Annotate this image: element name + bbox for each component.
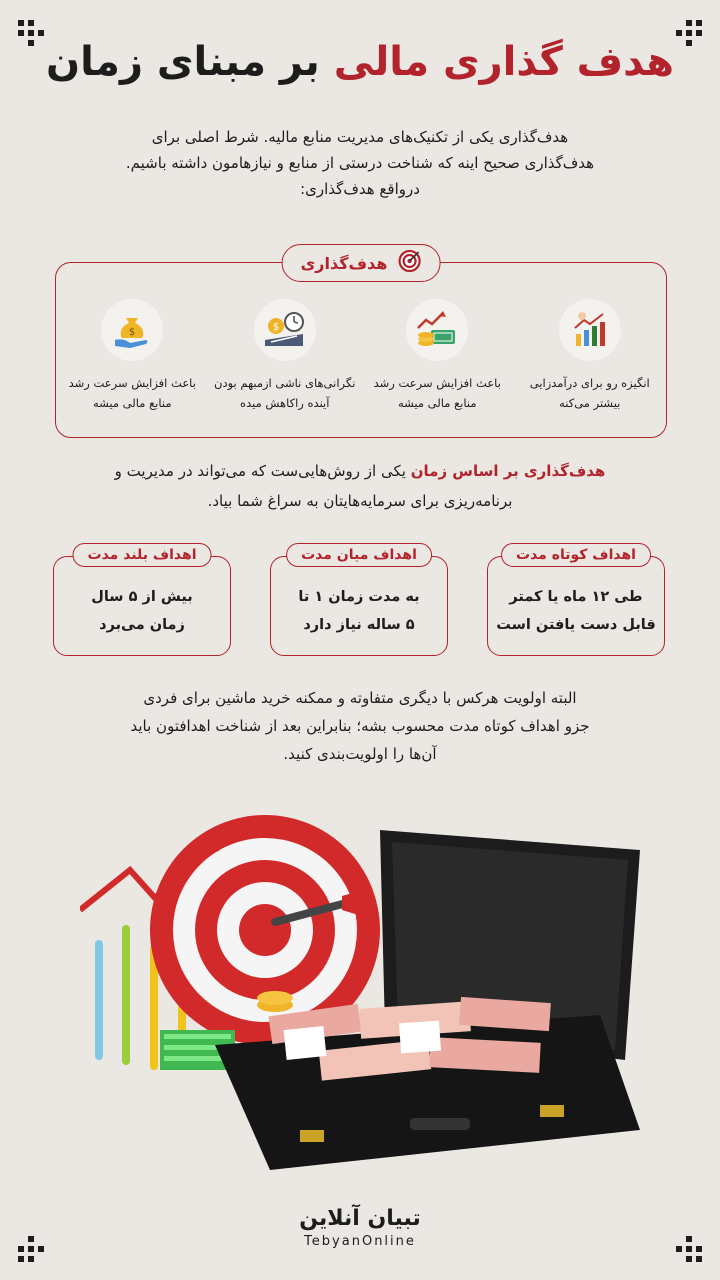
term-desc: قابل دست یافتن است xyxy=(496,617,656,633)
brand-logo-en: TebyanOnline xyxy=(304,1234,416,1249)
target-briefcase-illustration xyxy=(80,800,660,1194)
term-desc: زمان می‌برد xyxy=(99,617,185,633)
term-desc: به مدت زمان ۱ تا xyxy=(298,589,420,605)
page-title xyxy=(0,40,720,84)
benefit-item xyxy=(365,299,510,413)
footer-brand xyxy=(0,1206,720,1252)
intro-paragraph xyxy=(55,124,665,202)
title-highlight: هدف گذاری مالی xyxy=(333,39,674,85)
paragraph-text: برنامه‌ریزی برای سرمایه‌هایتان به سراغ شما بیاد. xyxy=(207,492,513,510)
note-line: آن‌ها را اولویت‌بندی کنید. xyxy=(283,745,437,763)
short-term-goal-card xyxy=(487,547,665,656)
term-desc: ۵ ساله نیاز دارد xyxy=(303,617,415,633)
goal-benefits-box xyxy=(55,253,667,438)
note-line: البته اولویت هرکس با دیگری متفاوته و ممکنه خرید ماشین برای فردی xyxy=(143,689,577,707)
note-line: جزو اهداف کوتاه مدت محسوب بشه؛ بنابراین بعد از شناخت اهدافتون باید xyxy=(130,717,590,735)
benefit-text: آینده راکاهش میده xyxy=(240,396,330,410)
benefit-text: باعث افزایش سرعت رشد xyxy=(373,376,501,390)
target-icon xyxy=(397,249,421,277)
benefit-item xyxy=(212,299,357,413)
money-bag-icon xyxy=(101,299,163,361)
brand-logo-fa: تبیان آنلاین xyxy=(299,1206,421,1231)
mid-term-goal-card xyxy=(270,547,448,656)
benefit-item xyxy=(517,299,662,413)
benefit-text: منابع مالی میشه xyxy=(92,396,172,410)
time-based-goal-paragraph xyxy=(55,456,665,516)
goal-label: هدف‌گذاری xyxy=(300,253,388,273)
benefits-row xyxy=(56,299,666,413)
intro-line: درواقع هدف‌گذاری: xyxy=(300,180,420,198)
long-term-goal-card xyxy=(53,547,231,656)
svg-text:$: $ xyxy=(272,322,279,333)
paragraph-text: یکی از روش‌هایی‌ست که می‌تواند در مدیریت و xyxy=(114,462,411,480)
highlight-text: هدف‌گذاری بر اساس زمان xyxy=(410,462,606,480)
term-desc: طی ۱۲ ماه یا کمتر xyxy=(509,589,643,605)
benefit-item xyxy=(60,299,205,413)
goal-label-pill xyxy=(282,244,441,282)
intro-line: هدف‌گذاری صحیح اینه که شناخت درستی از منابع و نیازهامون داشته باشیم. xyxy=(125,154,595,172)
intro-line: هدف‌گذاری یکی از تکنیک‌های مدیریت منابع مالیه. شرط اصلی برای xyxy=(151,128,569,146)
term-desc: بیش از ۵ سال xyxy=(91,589,193,605)
term-title: اهداف کوتاه مدت xyxy=(501,543,651,567)
benefit-text: نگرانی‌های ناشی ازمبهم بودن xyxy=(214,376,356,390)
benefit-text: انگیزه رو برای درآمدزایی xyxy=(529,376,650,390)
term-title: اهداف بلند مدت xyxy=(73,543,212,567)
benefit-text: منابع مالی میشه xyxy=(397,396,477,410)
benefit-text: بیشتر می‌کنه xyxy=(559,396,621,410)
priority-note-paragraph xyxy=(55,684,665,768)
time-money-icon xyxy=(254,299,316,361)
benefit-text: باعث افزایش سرعت رشد xyxy=(68,376,196,390)
money-growth-icon xyxy=(406,299,468,361)
svg-text:$: $ xyxy=(129,327,136,338)
term-title: اهداف میان مدت xyxy=(286,543,432,567)
title-rest: بر مبنای زمان xyxy=(46,39,320,85)
growth-chart-icon xyxy=(559,299,621,361)
